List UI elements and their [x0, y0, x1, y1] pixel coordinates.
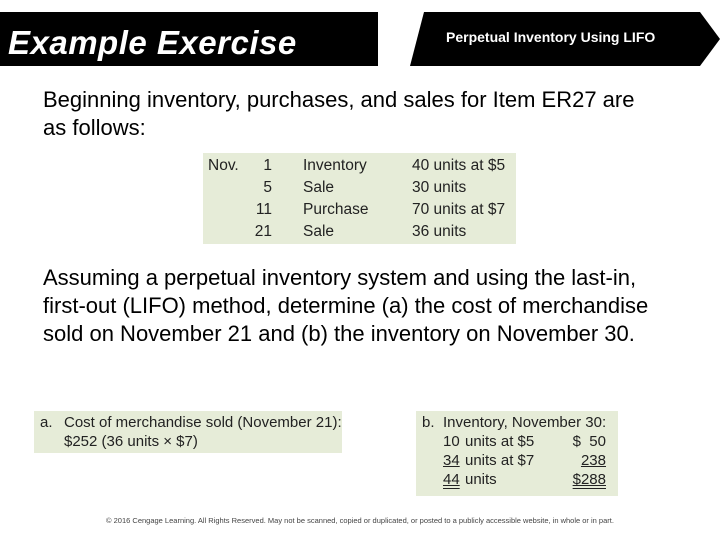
row-day: 5 [263, 179, 272, 196]
line-qty: 10 [443, 433, 460, 450]
row-amount: 36 units [412, 223, 467, 240]
row-description: Inventory [303, 157, 367, 174]
transactions-table [203, 153, 516, 244]
answer-a-box [34, 411, 342, 453]
question-text: Assuming a perpetual inventory system and using the last-in, first-out (LIFO) method, determine (a) the cost of merchandise sold on November 21 and (b) the inventory on November 30. [43, 265, 649, 346]
copyright-footer: © 2016 Cengage Learning. All Rights Reserved. May not be scanned, copied or duplicated, or posted to a publicly accessible website, in whole or in part. [106, 516, 614, 525]
page-subtitle: Perpetual Inventory Using LIFO [446, 29, 656, 45]
page-title: Example Exercise [8, 24, 297, 61]
row-amount: 70 units at $7 [412, 201, 506, 218]
table-row [203, 199, 516, 221]
row-day: 11 [255, 201, 272, 218]
month-label: Nov. [208, 157, 239, 174]
table-row [203, 177, 516, 199]
total-text: units [465, 471, 497, 488]
answer-a-label: Cost of merchandise sold (November 21): [64, 414, 342, 431]
line-text: units at $5 [465, 433, 535, 450]
line-amount: $ 50 [572, 433, 606, 450]
row-description: Purchase [303, 201, 369, 218]
total-amount: $288 [572, 471, 606, 488]
answer-b-label: Inventory, November 30: [443, 414, 607, 431]
line-qty: 34 [443, 452, 460, 469]
table-row [203, 221, 516, 243]
row-day: 1 [263, 157, 272, 174]
row-day: 21 [254, 223, 272, 240]
answer-b-letter: b. [422, 414, 435, 431]
line-text: units at $7 [465, 452, 535, 469]
table-row [203, 155, 516, 177]
row-amount: 30 units [412, 179, 467, 196]
row-description: Sale [303, 223, 335, 240]
total-qty: 44 [443, 471, 460, 488]
line-amount: 238 [580, 452, 606, 469]
answer-a-value: $252 (36 units × $7) [64, 433, 198, 450]
answer-b-box [416, 411, 618, 496]
row-amount: 40 units at $5 [412, 157, 506, 174]
header-title-bar [0, 12, 378, 66]
intro-text: Beginning inventory, purchases, and sales for Item ER27 are as follows: [43, 87, 635, 140]
row-description: Sale [303, 179, 335, 196]
answer-a-letter: a. [40, 414, 53, 431]
